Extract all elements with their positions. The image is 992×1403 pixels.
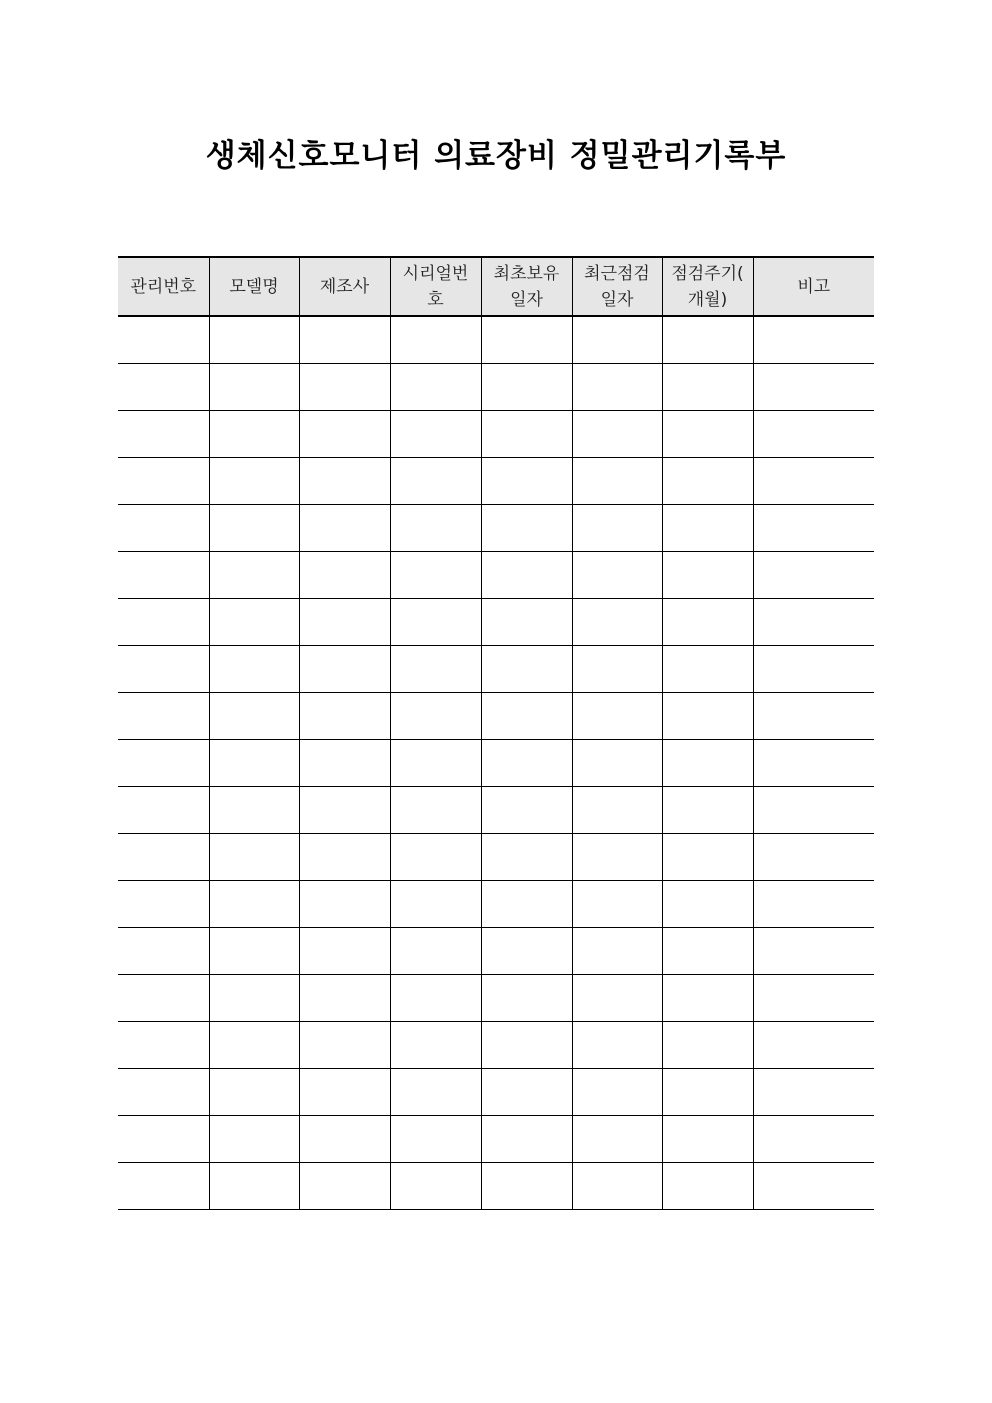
table-row [118,881,874,928]
table-cell[interactable] [481,1116,572,1163]
table-row [118,599,874,646]
table-cell[interactable] [662,787,753,834]
table-cell[interactable] [209,787,299,834]
table-cell[interactable] [299,787,390,834]
table-cell[interactable] [118,928,209,975]
table-cell[interactable] [662,1069,753,1116]
table-cell[interactable] [753,975,874,1022]
table-cell[interactable] [481,411,572,458]
table-cell[interactable] [753,740,874,787]
table-cell[interactable] [662,411,753,458]
table-cell[interactable] [572,552,662,599]
table-cell[interactable] [662,834,753,881]
table-row [118,458,874,505]
table-cell[interactable] [118,458,209,505]
table-cell[interactable] [390,834,481,881]
table-cell[interactable] [753,928,874,975]
table-row [118,364,874,411]
table-cell[interactable] [572,364,662,411]
table-cell[interactable] [481,316,572,364]
table-cell[interactable] [753,411,874,458]
document-title: 생체신호모니터 의료장비 정밀관리기록부 [205,138,787,174]
table-row [118,834,874,881]
table-cell[interactable] [753,1022,874,1069]
table-row [118,552,874,599]
table-cell[interactable] [572,505,662,552]
table-cell[interactable] [118,552,209,599]
table-cell[interactable] [209,316,299,364]
table-cell[interactable] [481,740,572,787]
table-cell[interactable] [572,787,662,834]
table-row [118,1022,874,1069]
table-cell[interactable] [753,599,874,646]
table-cell[interactable] [481,599,572,646]
table-cell[interactable] [662,458,753,505]
table-cell[interactable] [481,552,572,599]
table-cell[interactable] [753,646,874,693]
table-cell[interactable] [662,646,753,693]
table-cell[interactable] [390,881,481,928]
table-cell[interactable] [662,1022,753,1069]
table-cell[interactable] [390,458,481,505]
table-cell[interactable] [481,1069,572,1116]
table-cell[interactable] [572,316,662,364]
table-cell[interactable] [299,881,390,928]
header-label: 최근점검 일자 [584,263,650,310]
header-label: 최초보유 일자 [493,263,560,310]
table-cell[interactable] [118,1069,209,1116]
table-cell[interactable] [662,693,753,740]
table-cell[interactable] [209,364,299,411]
table-cell[interactable] [390,552,481,599]
table-cell[interactable] [118,411,209,458]
table-cell[interactable] [209,599,299,646]
table-cell[interactable] [481,975,572,1022]
table-cell[interactable] [753,1163,874,1210]
table-cell[interactable] [390,599,481,646]
table-cell[interactable] [753,1116,874,1163]
table-cell[interactable] [572,1116,662,1163]
header-label: 시리얼번 호 [402,263,469,310]
table-cell[interactable] [390,928,481,975]
header-model-name [209,257,299,316]
table-cell[interactable] [753,1069,874,1116]
table-cell[interactable] [209,1022,299,1069]
table-row [118,740,874,787]
maintenance-log-table [118,256,874,1210]
table-cell[interactable] [209,740,299,787]
table-cell[interactable] [481,928,572,975]
table-cell[interactable] [299,364,390,411]
table-cell[interactable] [299,693,390,740]
table-cell[interactable] [209,505,299,552]
table-cell[interactable] [390,505,481,552]
table-cell[interactable] [209,552,299,599]
table-row [118,928,874,975]
table-cell[interactable] [481,1163,572,1210]
table-cell[interactable] [572,740,662,787]
header-remarks [753,257,874,316]
table-cell[interactable] [572,881,662,928]
table-cell[interactable] [209,881,299,928]
table-cell[interactable] [753,693,874,740]
table-cell[interactable] [390,693,481,740]
table-cell[interactable] [118,881,209,928]
table-cell[interactable] [481,834,572,881]
table-cell[interactable] [299,458,390,505]
table-cell[interactable] [662,928,753,975]
table-cell[interactable] [572,928,662,975]
table-cell[interactable] [209,411,299,458]
header-management-number [118,257,209,316]
table-cell[interactable] [572,458,662,505]
table-cell[interactable] [662,975,753,1022]
table-cell[interactable] [118,1022,209,1069]
table-cell[interactable] [118,975,209,1022]
table-cell[interactable] [481,881,572,928]
table-cell[interactable] [390,646,481,693]
table-cell[interactable] [299,834,390,881]
table-cell[interactable] [390,740,481,787]
table-cell[interactable] [299,1116,390,1163]
header-label: 비고 [797,276,831,297]
table-cell[interactable] [481,458,572,505]
table-cell[interactable] [390,1069,481,1116]
table-cell[interactable] [753,787,874,834]
table-cell[interactable] [209,693,299,740]
table-cell[interactable] [481,1022,572,1069]
table-row [118,1116,874,1163]
table-row [118,693,874,740]
table-cell[interactable] [209,1069,299,1116]
table-cell[interactable] [299,552,390,599]
table-cell[interactable] [753,834,874,881]
table-cell[interactable] [572,411,662,458]
table-cell[interactable] [753,316,874,364]
table-cell[interactable] [662,881,753,928]
table-cell[interactable] [390,411,481,458]
table-cell[interactable] [662,552,753,599]
table-cell[interactable] [118,1116,209,1163]
table-cell[interactable] [118,834,209,881]
table-cell[interactable] [572,1163,662,1210]
table-cell[interactable] [209,458,299,505]
header-label: 점검주기( 개월) [671,263,744,310]
table-cell[interactable] [118,740,209,787]
header-label: 관리번호 [130,276,197,297]
header-inspection-cycle [662,257,753,316]
table-cell[interactable] [118,599,209,646]
table-cell[interactable] [299,505,390,552]
table-cell[interactable] [299,740,390,787]
table-cell[interactable] [299,599,390,646]
table-cell[interactable] [390,364,481,411]
table-row [118,411,874,458]
table-cell[interactable] [662,505,753,552]
header-label: 제조사 [319,276,370,297]
table-cell[interactable] [209,1163,299,1210]
table-cell[interactable] [572,975,662,1022]
header-manufacturer [299,257,390,316]
table-header-row [118,257,874,316]
table-cell[interactable] [118,364,209,411]
table-cell[interactable] [572,834,662,881]
table-cell[interactable] [572,646,662,693]
table-cell[interactable] [299,411,390,458]
table-cell[interactable] [299,316,390,364]
table-cell[interactable] [662,364,753,411]
table-cell[interactable] [753,552,874,599]
header-first-acquired-date [481,257,572,316]
table-cell[interactable] [572,1022,662,1069]
table-cell[interactable] [753,458,874,505]
table-cell[interactable] [118,646,209,693]
table-cell[interactable] [662,1116,753,1163]
table-cell[interactable] [481,364,572,411]
table-cell[interactable] [390,975,481,1022]
table-row [118,505,874,552]
table-cell[interactable] [118,505,209,552]
table-cell[interactable] [753,881,874,928]
table-cell[interactable] [390,1163,481,1210]
table-cell[interactable] [209,646,299,693]
table-cell[interactable] [572,599,662,646]
table-cell[interactable] [390,787,481,834]
table-cell[interactable] [299,1022,390,1069]
table-row [118,787,874,834]
table-cell[interactable] [390,316,481,364]
table-cell[interactable] [481,646,572,693]
table-cell[interactable] [572,1069,662,1116]
table-cell[interactable] [572,693,662,740]
table-cell[interactable] [390,1116,481,1163]
table-cell[interactable] [662,740,753,787]
table-row [118,1069,874,1116]
table-cell[interactable] [118,316,209,364]
table-body [118,316,874,1210]
table-row [118,646,874,693]
table-cell[interactable] [662,316,753,364]
table-row [118,975,874,1022]
table-cell[interactable] [118,787,209,834]
header-last-inspection-date [572,257,662,316]
header-label: 모델명 [229,276,279,297]
table-cell[interactable] [209,928,299,975]
table-cell[interactable] [662,1163,753,1210]
table-cell[interactable] [299,1163,390,1210]
table-cell[interactable] [662,599,753,646]
table-cell[interactable] [299,646,390,693]
header-serial-number [390,257,481,316]
table-cell[interactable] [118,693,209,740]
table-cell[interactable] [118,1163,209,1210]
table-cell[interactable] [481,693,572,740]
table-cell[interactable] [299,1069,390,1116]
table-cell[interactable] [209,1116,299,1163]
table-cell[interactable] [390,1022,481,1069]
table-row [118,1163,874,1210]
table-cell[interactable] [209,834,299,881]
table-cell[interactable] [753,505,874,552]
table-cell[interactable] [299,975,390,1022]
table-cell[interactable] [481,787,572,834]
table-cell[interactable] [209,975,299,1022]
table-cell[interactable] [481,505,572,552]
table-cell[interactable] [753,364,874,411]
table-cell[interactable] [299,928,390,975]
table-row [118,316,874,364]
